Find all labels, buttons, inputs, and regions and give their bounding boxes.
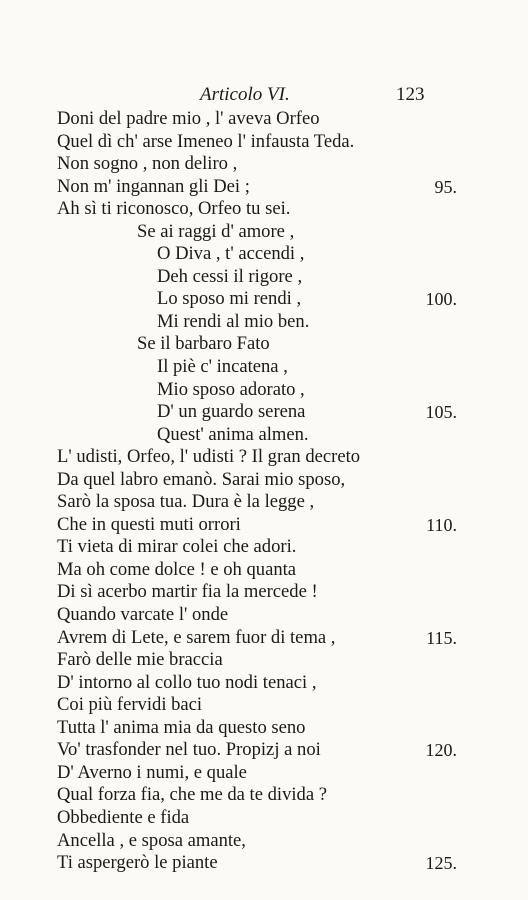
verse-line <box>57 559 457 582</box>
verse-line <box>57 604 457 627</box>
verse-line <box>57 830 457 853</box>
verse-line-text: Non sogno , non deliro , <box>57 153 238 175</box>
line-number: 105. <box>425 402 457 423</box>
verse-line-text: D' Averno i numi, e quale <box>57 761 247 783</box>
verse-line-text: L' udisti, Orfeo, l' udisti ? Il gran decreto <box>57 446 361 468</box>
verse-line <box>57 672 457 695</box>
verse-line <box>57 311 457 334</box>
verse-line-text: Ah sì ti riconosco, Orfeo tu sei. <box>57 198 291 220</box>
verse-line-text: Di sì acerbo martir fia la mercede ! <box>57 581 318 603</box>
verse-line <box>57 131 457 154</box>
verse-line <box>57 379 457 402</box>
verse-line-text: Doni del padre mio , l' aveva Orfeo <box>57 108 320 129</box>
verse-line <box>57 288 457 311</box>
verse-line-text: O Diva , t' accendi , <box>157 243 305 265</box>
running-title: Articolo VI. <box>200 84 290 105</box>
verse-line-text: Il piè c' incatena , <box>157 356 288 378</box>
verse-line <box>57 694 457 717</box>
verse-line-text: Tutta l' anima mia da questo seno <box>57 716 306 738</box>
verse-line-text: Ma oh come dolce ! e oh quanta <box>57 558 297 580</box>
verse-line-text: Mio sposo adorato , <box>157 378 305 400</box>
verse-line <box>57 491 457 514</box>
verse-line-text: Avrem di Lete, e sarem fuor di tema , <box>57 626 336 648</box>
verse-line-text: Farò delle mie braccia <box>57 649 223 671</box>
verse-line-text: Quel dì ch' arse Imeneo l' infausta Teda. <box>57 130 355 152</box>
verse-line <box>57 581 457 604</box>
verse-line-text: Quando varcate l' onde <box>57 604 229 626</box>
verse-line <box>57 266 457 289</box>
verse-line-text: Ti aspergerò le piante <box>57 852 218 874</box>
verse-block <box>57 108 457 875</box>
verse-line <box>57 108 457 131</box>
verse-line-text: Qual forza fia, che me da te divida ? <box>57 784 327 806</box>
verse-line <box>57 762 457 785</box>
verse-line <box>57 153 457 176</box>
verse-line <box>57 176 457 199</box>
verse-line <box>57 627 457 650</box>
verse-line <box>57 333 457 356</box>
verse-line-text: Ti vieta di mirar colei che adori. <box>57 536 297 558</box>
verse-line <box>57 807 457 830</box>
verse-line <box>57 221 457 244</box>
verse-line <box>57 536 457 559</box>
verse-line <box>57 784 457 807</box>
page-number: 123 <box>396 84 425 105</box>
verse-line-text: Deh cessi il rigore , <box>157 265 303 287</box>
verse-line <box>57 514 457 537</box>
line-number: 100. <box>425 289 457 310</box>
line-number: 115. <box>426 627 457 648</box>
verse-line <box>57 717 457 740</box>
verse-line <box>57 739 457 762</box>
verse-line-text: Vo' trasfonder nel tuo. Propizj a noi <box>57 739 321 761</box>
verse-line <box>57 852 457 875</box>
line-number: 110. <box>426 514 457 535</box>
verse-line-text: Se ai raggi d' amore , <box>137 220 295 242</box>
verse-line-text: D' un guardo serena <box>157 401 306 423</box>
line-number: 120. <box>425 740 457 761</box>
page-header <box>0 84 528 108</box>
verse-line-text: Lo sposo mi rendi , <box>157 288 302 310</box>
verse-line-text: Quest' anima almen. <box>157 423 309 445</box>
verse-line <box>57 243 457 266</box>
verse-line <box>57 446 457 469</box>
verse-line <box>57 424 457 447</box>
verse-line <box>57 401 457 424</box>
verse-line-text: Sarò la sposa tua. Dura è la legge , <box>57 491 315 513</box>
verse-line-text: Non m' ingannan gli Dei ; <box>57 175 250 197</box>
verse-line-text: Da quel labro emanò. Sarai mio sposo, <box>57 468 346 490</box>
verse-line-text: Se il barbaro Fato <box>137 333 270 355</box>
line-number: 125. <box>425 853 457 874</box>
verse-line-text: Mi rendi al mio ben. <box>157 310 310 332</box>
verse-line <box>57 356 457 379</box>
verse-line <box>57 649 457 672</box>
line-number: 95. <box>434 176 457 197</box>
verse-line-text: Obbediente e fida <box>57 806 190 828</box>
verse-line-text: Che in questi muti orrori <box>57 513 241 535</box>
verse-line <box>57 469 457 492</box>
verse-line-text: D' intorno al collo tuo nodi tenaci , <box>57 671 317 693</box>
verse-line <box>57 198 457 221</box>
verse-line-text: Coi più fervidi baci <box>57 694 203 716</box>
verse-line-text: Ancella , e sposa amante, <box>57 829 246 851</box>
